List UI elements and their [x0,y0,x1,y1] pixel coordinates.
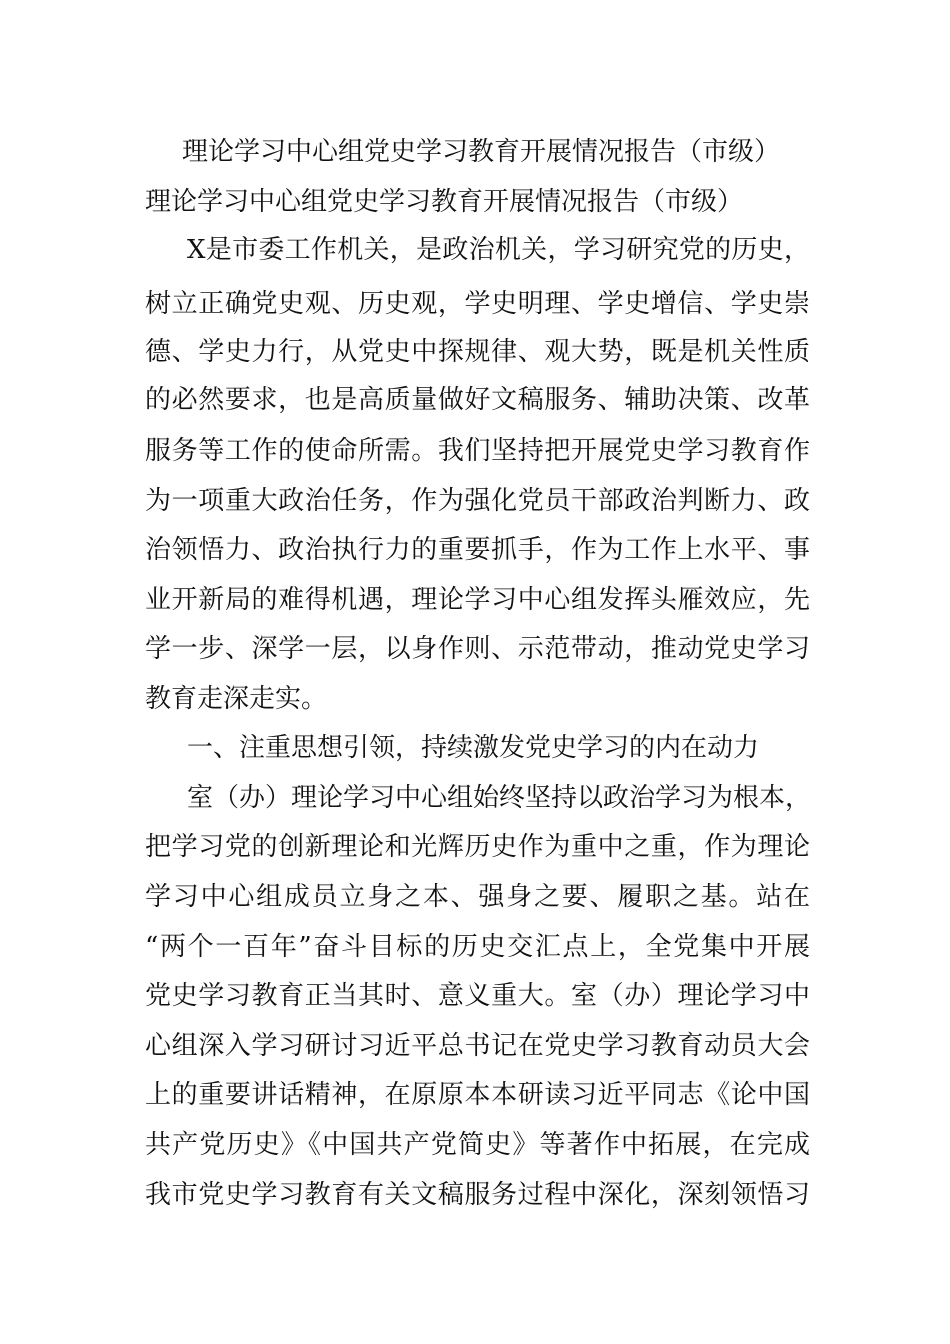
section-line: 共产党历史》《中国共产党简史》等著作中拓展，在完成 [145,1130,810,1160]
section-line: 党史学习教育正当其时、意义重大。室（办）理论学习中 [145,981,810,1011]
section-line: 室（办）理论学习中心组始终坚持以政治学习为根本， [187,783,812,813]
section-line: “两个一百年”奋斗目标的历史交汇点上，全党集中开展 [145,932,810,962]
intro-line: 教育走深走实。 [145,684,328,714]
intro-line: 的必然要求，也是高质量做好文稿服务、辅助决策、改革 [145,385,810,415]
document-title: 理论学习中心组党史学习教育开展情况报告（市级） [182,137,781,167]
section-line: 上的重要讲话精神，在原原本本研读习近平同志《论中国 [145,1080,810,1110]
section-line: 学习中心组成员立身之本、强身之要、履职之基。站在 [145,882,810,912]
intro-line: 学一步、深学一层，以身作则、示范带动，推动党史学习 [145,634,810,664]
section-line: 心组深入学习研讨习近平总书记在党史学习教育动员大会 [145,1031,810,1061]
intro-line: X是市委工作机关，是政治机关，学习研究党的历史， [187,235,810,265]
section-heading: 一、注重思想引领，持续激发党史学习的内在动力 [187,733,760,763]
section-line: 我市党史学习教育有关文稿服务过程中深化，深刻领悟习 [145,1180,810,1210]
intro-line: 树立正确党史观、历史观，学史明理、学史增信、学史崇 [145,289,810,319]
section-line: 把学习党的创新理论和光辉历史作为重中之重，作为理论 [145,832,810,862]
intro-line: 治领悟力、政治执行力的重要抓手，作为工作上水平、事 [145,535,810,565]
intro-line: 德、学史力行，从党史中探规律、观大势，既是机关性质 [145,337,810,367]
document-subtitle: 理论学习中心组党史学习教育开展情况报告（市级） [145,187,744,217]
intro-line: 业开新局的难得机遇，理论学习中心组发挥头雁效应，先 [145,585,810,615]
intro-line: 为一项重大政治任务，作为强化党员干部政治判断力、政 [145,486,810,516]
intro-line: 服务等工作的使命所需。我们坚持把开展党史学习教育作 [145,436,810,466]
